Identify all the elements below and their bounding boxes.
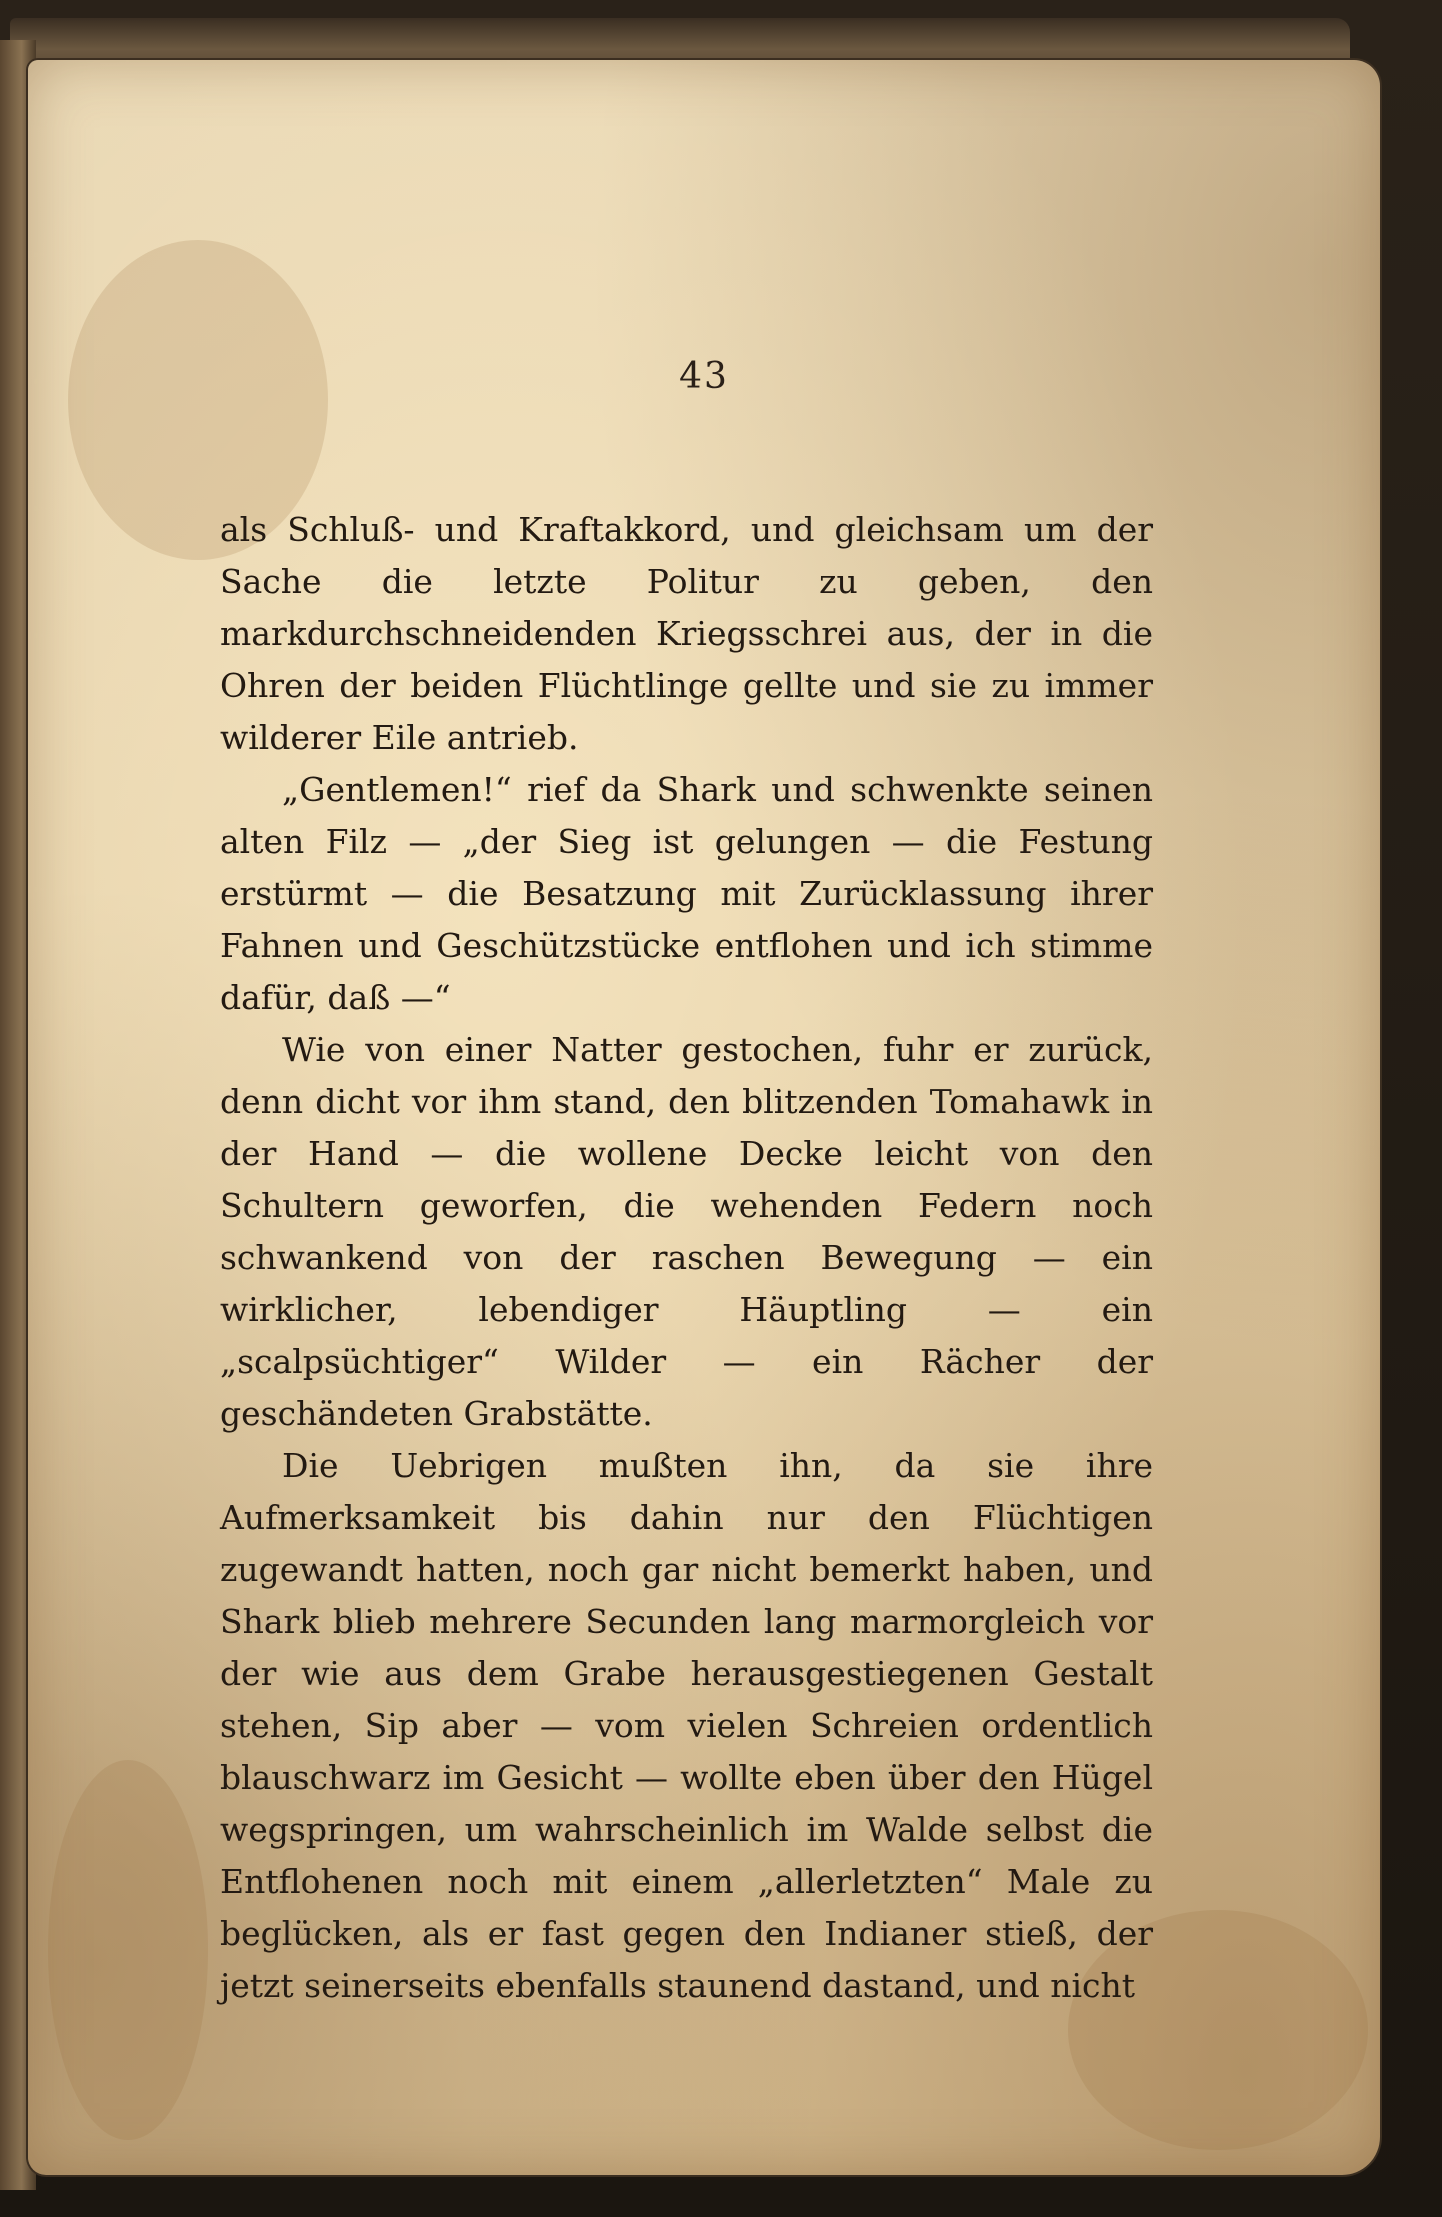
body-text — [220, 504, 1153, 2012]
book-page — [28, 60, 1380, 2175]
page-number: 43 — [679, 356, 729, 397]
paragraph: Wie von einer Natter gestochen, fuhr er zurück, denn dicht vor ihm stand, den blitzenden Tomahawk in der Hand — die wollene Decke leicht von den Schultern geworfen, die wehenden Federn noch schwankend von der raschen Bewegung — ein wirklicher, lebendiger Häuptling — ein „scalpsüchtiger“ Wilder — ein Rächer der geschändeten Grabstätte. — [220, 1030, 1153, 1433]
paragraph: „Gentlemen!“ rief da Shark und schwenkte seinen alten Filz — „der Sieg ist gelungen — die Festung erstürmt — die Besatzung mit Zurücklassung ihrer Fahnen und Geschützstücke entflohen und ich stimme dafür, daß —“ — [220, 770, 1153, 1017]
paragraph: als Schluß- und Kraftakkord, und gleichsam um der Sache die letzte Politur zu geben, den markdurchschneidenden Kriegsschrei aus, der in die Ohren der beiden Flüchtlinge gellte und sie zu immer wilderer Eile antrieb. — [220, 510, 1153, 757]
paragraph: Die Uebrigen mußten ihn, da sie ihre Aufmerksamkeit bis dahin nur den Flüchtigen zugewandt hatten, noch gar nicht bemerkt haben, und Shark blieb mehrere Secunden lang marmorgleich vor der wie aus dem Grabe herausgestiegenen Gestalt stehen, Sip aber — vom vielen Schreien ordentlich blauschwarz im Gesicht — wollte eben über den Hügel wegspringen, um wahrscheinlich im Walde selbst die Entflohenen noch mit einem „allerletzten“ Male zu beglücken, als er fast gegen den Indianer stieß, der jetzt seinerseits ebenfalls staunend dastand, und nicht — [220, 1446, 1153, 2005]
paper-stain — [48, 1760, 208, 2140]
